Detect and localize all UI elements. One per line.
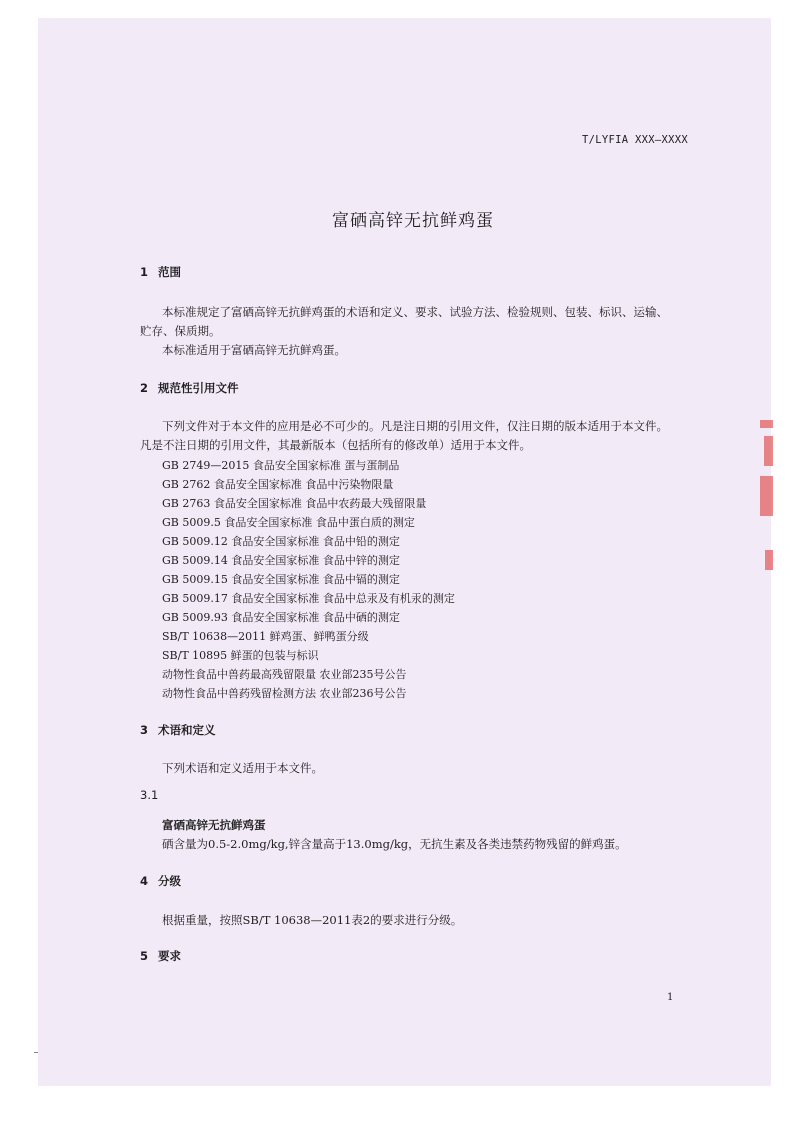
reference-item: GB 2762 食品安全国家标准 食品中污染物限量 bbox=[162, 478, 394, 491]
reference-item: GB 5009.93 食品安全国家标准 食品中硒的测定 bbox=[162, 611, 400, 624]
seal-fragment bbox=[760, 420, 773, 428]
reference-item: GB 5009.14 食品安全国家标准 食品中锌的测定 bbox=[162, 554, 400, 567]
section-3-heading bbox=[140, 722, 216, 738]
reference-item: GB 5009.12 食品安全国家标准 食品中铅的测定 bbox=[162, 535, 400, 548]
section-title: 要求 bbox=[158, 949, 181, 963]
section-3-intro: 下列术语和定义适用于本文件。 bbox=[162, 761, 323, 775]
section-number: 3 bbox=[140, 723, 149, 737]
term-heading: 富硒高锌无抗鲜鸡蛋 bbox=[162, 818, 266, 832]
term-definition: 硒含量为0.5-2.0mg/kg,锌含量高于13.0mg/kg，无抗生素及各类违禁药物残留的鲜鸡蛋。 bbox=[162, 837, 627, 851]
section-5-heading bbox=[140, 948, 181, 964]
section-2-intro-line: 下列文件对于本文件的应用是必不可少的。凡是注日期的引用文件，仅注日期的版本适用于本文件。 bbox=[162, 419, 668, 433]
section-title: 术语和定义 bbox=[158, 723, 216, 737]
seal-fragment bbox=[760, 476, 773, 516]
reference-item: SB/T 10895 鲜蛋的包装与标识 bbox=[162, 649, 319, 662]
section-2-intro-line: 凡是不注日期的引用文件，其最新版本（包括所有的修改单）适用于本文件。 bbox=[140, 438, 531, 452]
section-title: 分级 bbox=[158, 874, 181, 888]
subsection-number: 3.1 bbox=[140, 788, 159, 802]
reference-item: GB 5009.17 食品安全国家标准 食品中总汞及有机汞的测定 bbox=[162, 592, 455, 605]
section-4-text: 根据重量，按照SB/T 10638—2011表2的要求进行分级。 bbox=[162, 913, 463, 927]
seal-fragment bbox=[764, 436, 773, 466]
reference-item: GB 5009.15 食品安全国家标准 食品中镉的测定 bbox=[162, 573, 400, 586]
section-title: 规范性引用文件 bbox=[158, 381, 239, 395]
section-number: 2 bbox=[140, 381, 149, 395]
section-1-paragraph-line: 贮存、保质期。 bbox=[140, 324, 221, 338]
section-1-paragraph-line: 本标准规定了富硒高锌无抗鲜鸡蛋的术语和定义、要求、试验方法、检验规则、包装、标识、运输、 bbox=[162, 305, 668, 319]
section-number: 4 bbox=[140, 874, 149, 888]
seal-fragment bbox=[765, 550, 773, 570]
reference-item: SB/T 10638—2011 鲜鸡蛋、鲜鸭蛋分级 bbox=[162, 630, 369, 643]
section-1-heading bbox=[140, 264, 181, 280]
section-4-heading bbox=[140, 873, 181, 889]
document-title: 富硒高锌无抗鲜鸡蛋 bbox=[332, 211, 494, 231]
standard-code: T/LYFIA XXX—XXXX bbox=[582, 134, 688, 146]
section-title: 范围 bbox=[158, 265, 181, 279]
page-number: 1 bbox=[667, 992, 674, 1003]
reference-item: 动物性食品中兽药残留检测方法 农业部236号公告 bbox=[162, 687, 407, 700]
reference-item: GB 2763 食品安全国家标准 食品中农药最大残留限量 bbox=[162, 497, 427, 510]
reference-item: GB 2749—2015 食品安全国家标准 蛋与蛋制品 bbox=[162, 459, 400, 472]
reference-item: GB 5009.5 食品安全国家标准 食品中蛋白质的测定 bbox=[162, 516, 415, 529]
section-number: 1 bbox=[140, 265, 149, 279]
section-1-paragraph: 本标准适用于富硒高锌无抗鲜鸡蛋。 bbox=[162, 343, 346, 357]
scan-mark bbox=[34, 1052, 38, 1053]
section-number: 5 bbox=[140, 949, 149, 963]
reference-item: 动物性食品中兽药最高残留限量 农业部235号公告 bbox=[162, 668, 407, 681]
section-2-heading bbox=[140, 380, 239, 396]
